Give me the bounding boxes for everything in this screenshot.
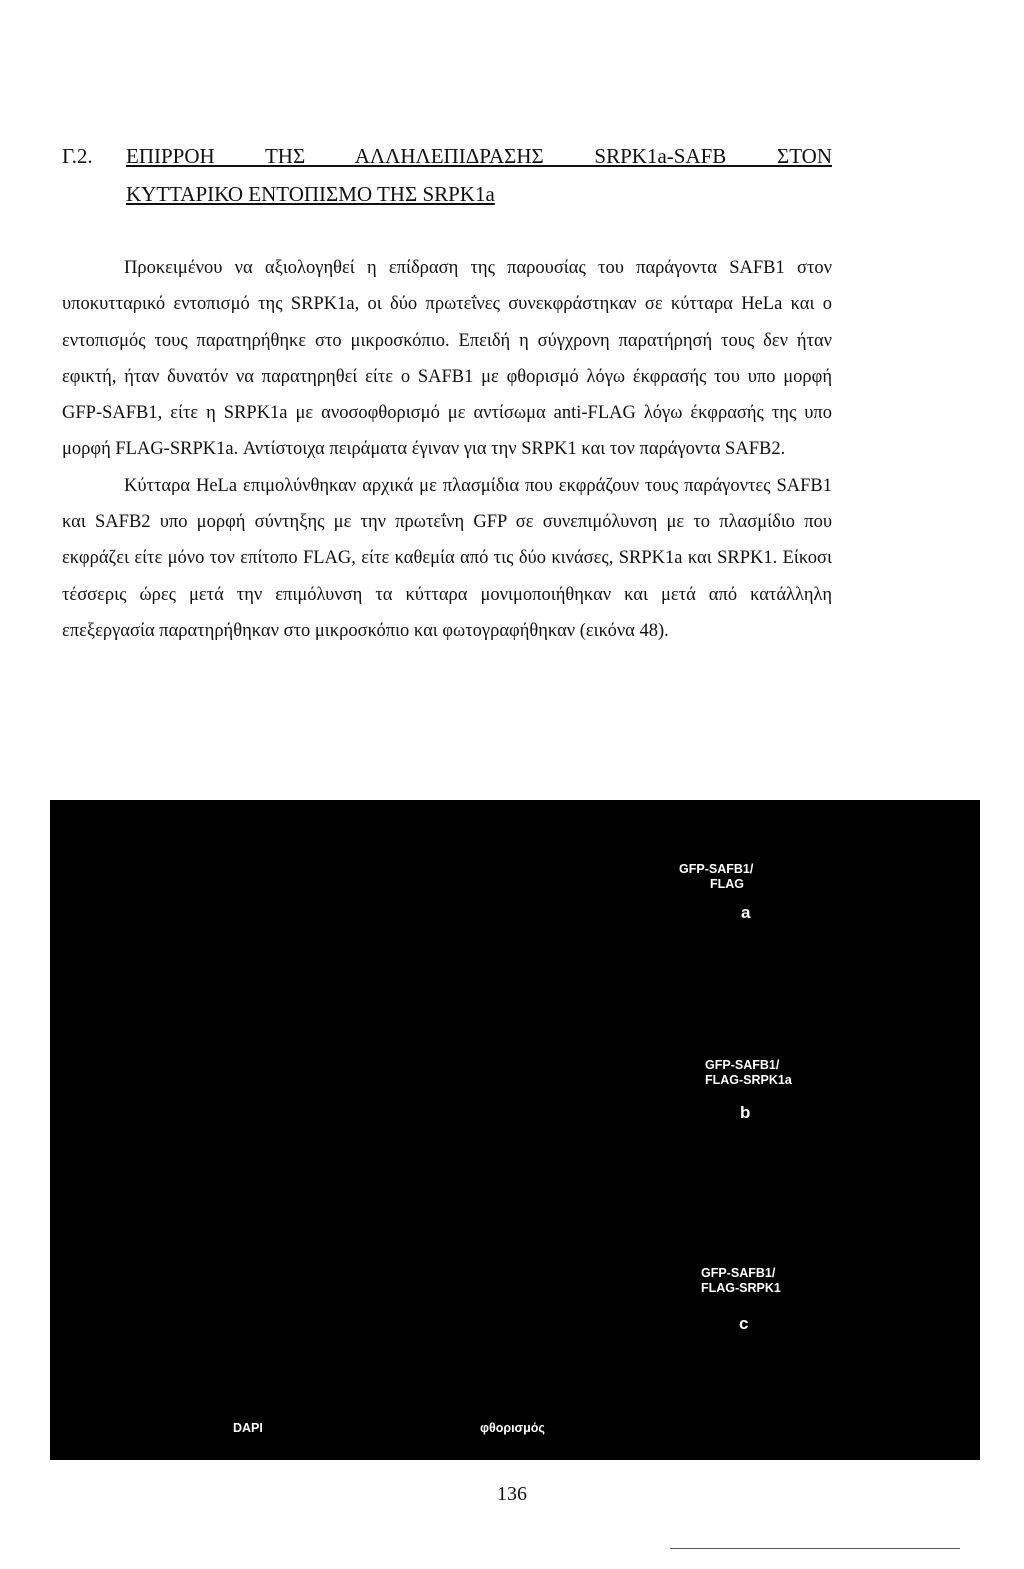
paragraph-2: Κύτταρα HeLa επιμολύνθηκαν αρχικά με πλασμίδια που εκφράζουν τους παράγοντες SAFB1 και SAFB2 υπο μορφή σύντηξης με την πρωτεΐνη GFP σε συνεπιμόλυνση με το πλασμίδιο που εκφράζει είτε μόνο τον επίτοπο FLAG, είτε καθεμία από τις δύο κινάσες, SRPK1a και SRPK1. Είκοσι τέσσερις ώρες μετά την επιμόλυνση τα κύτταρα μονιμοποιήθηκαν και μετά από κατάλληλη επεξεργασία παρατηρήθηκαν στο μικροσκόπιο και φωτογραφήθηκαν (εικόνα 48). [62,475,832,641]
section-title-line2: ΚΥΤΤΑΡΙΚΟ ΕΝΤΟΠΙΣΜΟ ΤΗΣ SRPK1a [126,182,495,206]
section-title-line1: ΕΠΙΡΡΟΗ ΤΗΣ ΑΛΛΗΛΕΠΙΔΡΑΣΗΣ SRPK1a-SAFB ΣΤΟΝ [126,144,832,168]
body-text [62,250,832,649]
panel-b-letter: b [740,1103,751,1122]
panel-c-label-line1: GFP-SAFB1/ [701,1266,776,1280]
paragraph-1: Προκειμένου να αξιολογηθεί η επίδραση της παρουσίας του παράγοντα SAFB1 στον υποκυτταρικό εντοπισμό της SRPK1a, οι δύο πρωτεΐνες συνεκφράστηκαν σε κύτταρα HeLa και ο εντοπισμός τους παρατηρήθηκε στο μικροσκόπιο. Επειδή η σύγχρονη παρατήρησή τους δεν ήταν εφικτή, ήταν δυνατόν να παρατηρηθεί είτε ο SAFB1 με φθορισμό λόγω έκφρασής του υπο μορφή GFP-SAFB1, είτε η SRPK1a με ανοσοφθορισμό με αντίσωμα anti-FLAG λόγω έκφρασής της υπο μορφή FLAG-SRPK1a. Αντίστοιχα πειράματα έγιναν για την SRPK1 και τον παράγοντα SAFB2. [62,258,832,460]
panel-a-label [679,862,753,892]
panel-b-label-line1: GFP-SAFB1/ [705,1058,780,1072]
panel-a-label-line1: GFP-SAFB1/ [679,862,754,876]
panel-b-label-line2: FLAG-SRPK1a [705,1073,792,1087]
panel-b-label [705,1058,792,1088]
page-number: 136 [497,1483,527,1505]
microscopy-figure [50,800,980,1460]
panel-c-label-line2: FLAG-SRPK1 [701,1281,781,1295]
section-heading-line1 [62,137,832,175]
panel-a-letter: a [741,903,751,922]
panel-c-letter: c [739,1314,749,1333]
column-label-fluorescence: φθορισμός [480,1421,545,1435]
section-number: Γ.2. [62,144,93,168]
panel-c-label [701,1266,781,1296]
column-label-dapi: DAPI [233,1421,263,1435]
section-heading [62,137,832,213]
footer-rule [670,1548,960,1549]
panel-a-label-line2: FLAG [710,877,745,891]
